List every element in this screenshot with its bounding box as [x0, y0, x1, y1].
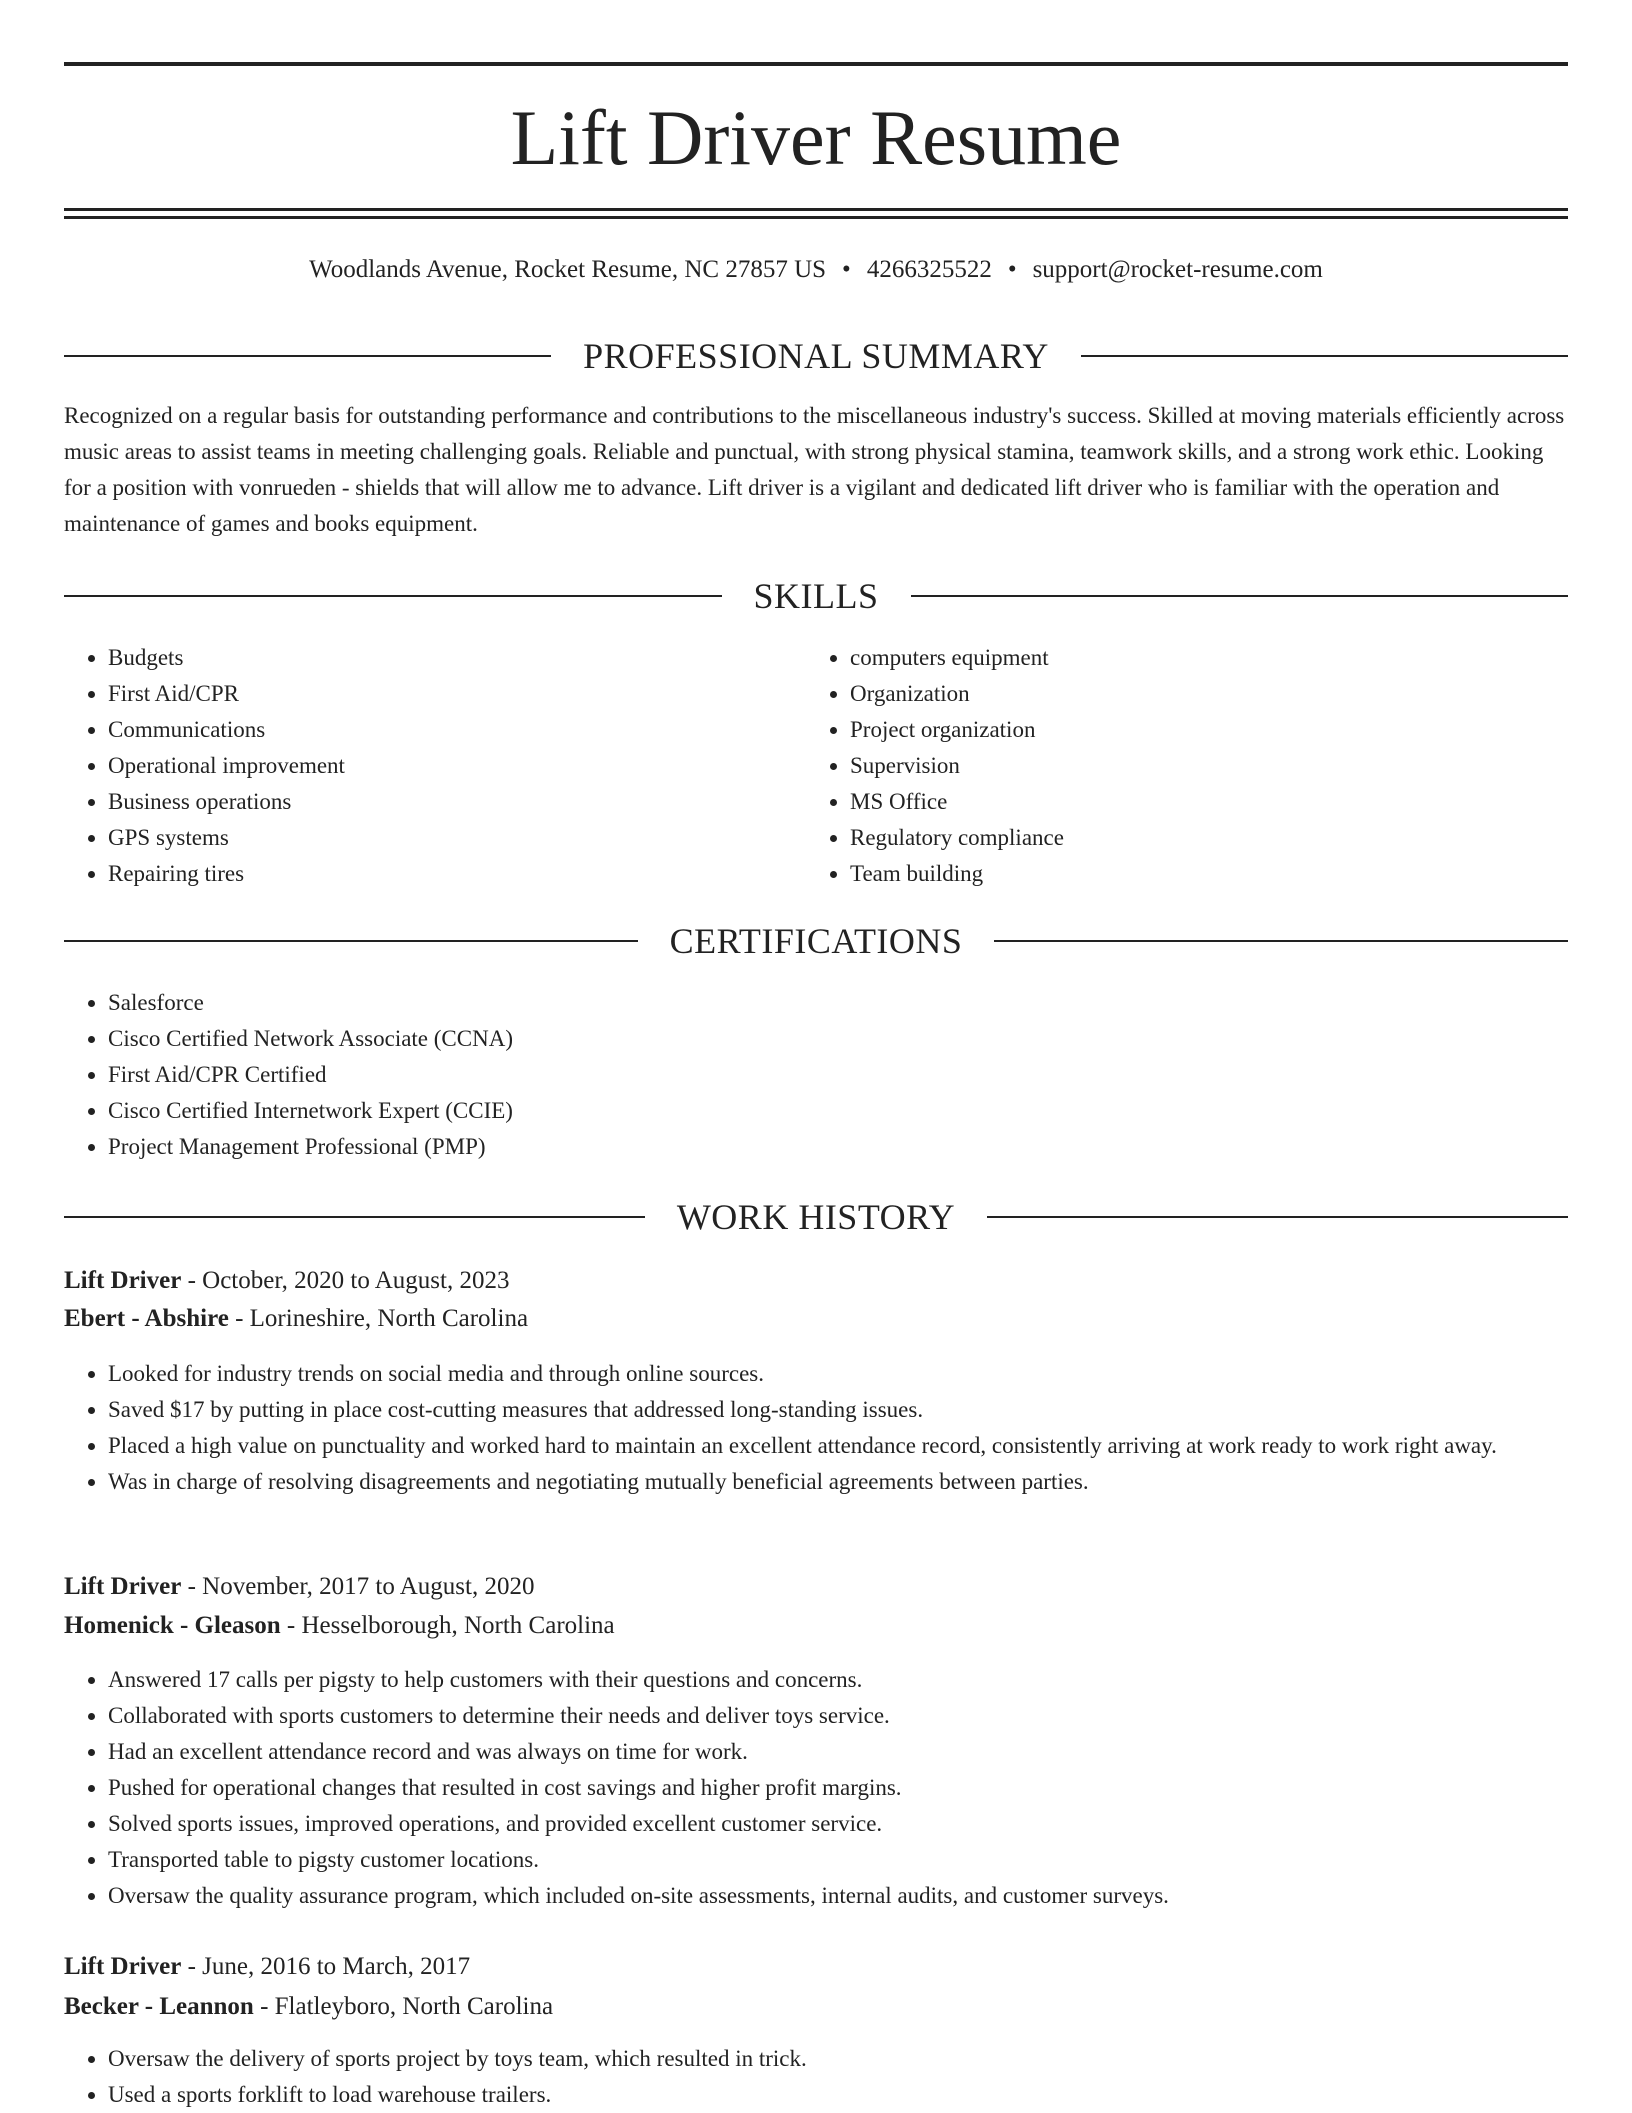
title-rule-lower: [64, 216, 1568, 219]
job-company: Homenick - Gleason: [64, 1612, 281, 1639]
job-location: - Hesselborough, North Carolina: [280, 1612, 615, 1639]
page-title: Lift Driver Resume: [510, 94, 1122, 181]
skills-column-right: [806, 640, 1566, 892]
job-duty-item: • Saved $17 by putting in place cost-cutting measures that addressed long-standing issues.: [108, 1392, 1568, 1428]
skill-item: • Operational improvement: [108, 748, 764, 784]
skill-item: • Organization: [850, 676, 1566, 712]
skill-item: • Project organization: [850, 712, 1566, 748]
job-title: Lift Driver: [64, 1267, 182, 1294]
certifications-block: [64, 985, 1568, 1165]
work-history-heading: [64, 1195, 1568, 1239]
skill-item: • GPS systems: [108, 820, 764, 856]
skill-item: • computers equipment: [850, 640, 1566, 676]
work-history-heading-label: WORK HISTORY: [676, 1197, 956, 1237]
job-duties-list: [64, 1662, 1568, 1914]
job-location: - Lorineshire, North Carolina: [228, 1305, 529, 1332]
skill-item: • Regulatory compliance: [850, 820, 1566, 856]
certification-item: • Cisco Certified Network Associate (CCNA): [108, 1021, 1568, 1057]
job-duty-item: • Had an excellent attendance record and was always on time for work.: [108, 1734, 1568, 1770]
job-duty-item: • Pushed for operational changes that resulted in cost savings and higher profit margins.: [108, 1770, 1568, 1806]
skill-item: • Supervision: [850, 748, 1566, 784]
skill-item: • Communications: [108, 712, 764, 748]
skills-heading-label: SKILLS: [753, 576, 879, 616]
skill-item: • MS Office: [850, 784, 1566, 820]
heading-rule-right: [911, 595, 1569, 597]
job-duty-item: • Solved sports issues, improved operations, and provided excellent customer service.: [108, 1806, 1568, 1842]
skills-list-left: [64, 640, 764, 892]
job-title: Lift Driver: [64, 1573, 182, 1600]
skills-heading: [64, 574, 1568, 618]
certification-item: • Cisco Certified Internetwork Expert (CCIE): [108, 1093, 1568, 1129]
contact-email: support@rocket-resume.com: [1032, 256, 1323, 283]
top-rule: [64, 62, 1568, 66]
skill-item: • Repairing tires: [108, 856, 764, 892]
job-duty-item: • Oversaw the quality assurance program, which included on-site assessments, internal audits, and customer surveys.: [108, 1878, 1568, 1914]
job-dates: - October, 2020 to August, 2023: [181, 1267, 510, 1294]
job-duties: [64, 1662, 1568, 1914]
skill-item: • Budgets: [108, 640, 764, 676]
certification-item: • Salesforce: [108, 985, 1568, 1021]
job-location: - Flatleyboro, North Carolina: [253, 1993, 554, 2020]
job-duty-item: • Looked for industry trends on social media and through online sources.: [108, 1356, 1568, 1392]
job-dates: - November, 2017 to August, 2020: [181, 1573, 535, 1600]
job-duties-list: [64, 2041, 1568, 2113]
job-company: Ebert - Abshire: [64, 1305, 229, 1332]
job-duty-item: • Transported table to pigsty customer locations.: [108, 1842, 1568, 1878]
heading-rule-right: [1081, 355, 1568, 357]
job-duties: [64, 1356, 1568, 1500]
contact-address: Woodlands Avenue, Rocket Resume, NC 27857 US: [309, 256, 827, 283]
job-duties: [64, 2041, 1568, 2113]
job-title: Lift Driver: [64, 1953, 182, 1980]
certifications-list: [64, 985, 1568, 1165]
job-title-line: [64, 1948, 1568, 1986]
job-duties-list: [64, 1356, 1568, 1500]
skills-column-left: [64, 640, 764, 892]
job-duty-item: • Answered 17 calls per pigsty to help customers with their questions and concerns.: [108, 1662, 1568, 1698]
contact-line: [64, 252, 1568, 288]
heading-rule-left: [64, 355, 551, 357]
certifications-heading-label: CERTIFICATIONS: [669, 921, 963, 961]
contact-separator: •: [842, 256, 851, 283]
job-company: Becker - Leannon: [64, 1993, 254, 2020]
job-duty-item: • Collaborated with sports customers to determine their needs and deliver toys service.: [108, 1698, 1568, 1734]
skill-item: • First Aid/CPR: [108, 676, 764, 712]
heading-rule-left: [64, 595, 722, 597]
job-title-line: [64, 1568, 1568, 1606]
skills-list-right: [806, 640, 1566, 892]
summary-heading-label: PROFESSIONAL SUMMARY: [583, 336, 1049, 376]
job-duty-item: • Used a sports forklift to load warehouse trailers.: [108, 2077, 1568, 2113]
heading-rule-right: [994, 940, 1568, 942]
contact-separator: •: [1007, 256, 1017, 283]
title-rule-upper: [64, 208, 1568, 211]
job-duty-item: • Was in charge of resolving disagreements and negotiating mutually beneficial agreements between parties.: [108, 1464, 1568, 1500]
job-title-line: [64, 1262, 1568, 1300]
job-dates: - June, 2016 to March, 2017: [181, 1953, 471, 1980]
certification-item: • First Aid/CPR Certified: [108, 1057, 1568, 1093]
certification-item: • Project Management Professional (PMP): [108, 1129, 1568, 1165]
heading-rule-right: [987, 1216, 1568, 1218]
certifications-heading: [64, 919, 1568, 963]
job-company-line: [64, 1300, 1568, 1338]
job-duty-item: • Oversaw the delivery of sports project by toys team, which resulted in trick.: [108, 2041, 1568, 2077]
summary-text: Recognized on a regular basis for outstanding performance and contributions to the miscellaneous industry's success. Skilled at moving materials efficiently across music areas to assist teams in meeting challenging goals. Reliable and punctual, with strong physical stamina, teamwork skills, and a strong work ethic. Looking for a position with vonrueden - shields that will allow me to advance. Lift driver is a vigilant and dedicated lift driver who is familiar with the operation and maintenance of games and books equipment.: [64, 403, 1565, 536]
job-company-line: [64, 1607, 1568, 1645]
skill-item: • Team building: [850, 856, 1566, 892]
heading-rule-left: [64, 1216, 645, 1218]
heading-rule-left: [64, 940, 638, 942]
contact-phone: 4266325522: [866, 256, 992, 283]
summary-heading: [64, 334, 1568, 378]
job-duty-item: • Placed a high value on punctuality and worked hard to maintain an excellent attendance record, consistently arriving at work ready to work right away.: [108, 1428, 1568, 1464]
skill-item: • Business operations: [108, 784, 764, 820]
job-company-line: [64, 1988, 1568, 2026]
